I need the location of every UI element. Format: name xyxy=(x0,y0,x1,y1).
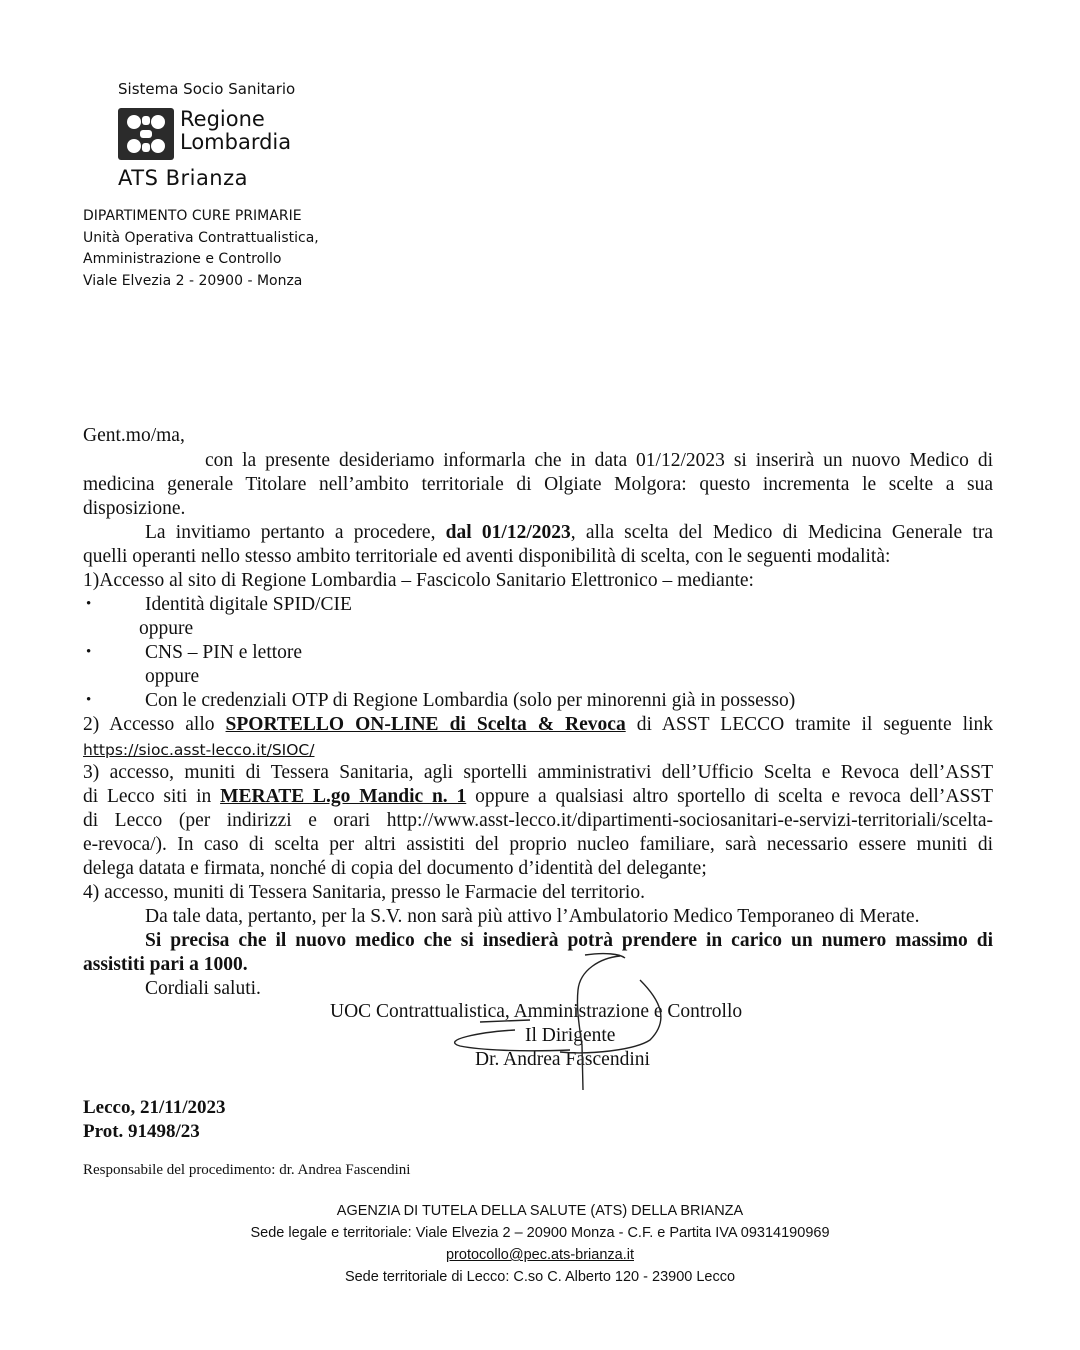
text: di ASST LECCO tramite il seguente link xyxy=(636,714,994,735)
bullet-icon: • xyxy=(86,644,92,660)
signature-name: Dr. Andrea Fascendini xyxy=(475,1049,650,1070)
list-item: 3) accesso, muniti di Tessera Sanitaria, agli sportelli amministrativi dell’Ufficio Scelta e Revoca dell’ASST xyxy=(83,762,993,783)
bullet-item: Con le credenziali OTP di Regione Lombardia (solo per minorenni già in possesso) xyxy=(145,690,796,711)
responsible-person: Responsabile del procedimento: dr. Andrea Fascendini xyxy=(83,1162,411,1178)
closing: Cordiali saluti. xyxy=(145,978,261,999)
paragraph-line: con la presente desideriamo informarla che in data 01/12/2023 si inserirà un nuovo Medico di xyxy=(205,450,993,471)
region-name-line2: Lombardia xyxy=(180,130,292,154)
paragraph-line: disposizione. xyxy=(83,498,186,519)
date-bold: dal 01/12/2023 xyxy=(445,522,571,543)
footer-lecco-office: Sede territoriale di Lecco: C.so C. Alberto 120 - 23900 Lecco xyxy=(344,1269,736,1285)
notice-bold: Si precisa che il nuovo medico che si insedierà potrà prendere in carico un numero massimo di xyxy=(145,930,993,951)
dept-line: Unità Operativa Contrattualistica, xyxy=(83,229,319,246)
notice-bold: assistiti pari a 1000. xyxy=(83,954,248,975)
bullet-item: CNS – PIN e lettore xyxy=(145,642,303,663)
salutation: Gent.mo/ma, xyxy=(83,425,185,446)
paragraph-line: quelli operanti nello stesso ambito territoriale ed aventi disponibilità di scelta, con le seguenti modalità: xyxy=(83,546,891,567)
region-name-line1: Regione xyxy=(180,107,265,131)
merate-text: MERATE L.go Mandic n. 1 xyxy=(220,786,467,807)
list-item: delega datata e firmata, nonché di copia del documento d’identità del delegante; xyxy=(83,858,707,879)
paragraph-line: medicina generale Titolare nell’ambito territoriale di Olgiate Molgora: questo incrementa le scelte a sua xyxy=(83,474,993,495)
ats-name: ATS Brianza xyxy=(118,166,249,190)
list-item xyxy=(83,713,993,737)
department-block xyxy=(83,206,319,292)
paragraph-line xyxy=(83,953,248,977)
regione-lombardia-logo-icon xyxy=(118,108,174,160)
signature-office: UOC Contrattualistica, Amministrazione e Controllo xyxy=(330,1001,743,1022)
list-item: 4) accesso, muniti di Tessera Sanitaria, presso le Farmacie del territorio. xyxy=(83,882,645,903)
list-item xyxy=(83,785,993,809)
list-item: e-revoca/). In caso di scelta per altri assistiti del proprio nucleo familiare, sarà necessario essere muniti di xyxy=(83,834,993,855)
sioc-link-text[interactable]: https://sioc.asst-lecco.it/SIOC/ xyxy=(83,741,315,759)
text: oppure a qualsiasi altro sportello di scelta e revoca dell’ASST xyxy=(475,786,994,807)
dept-line: Viale Elvezia 2 - 20900 - Monza xyxy=(83,272,303,289)
region-name xyxy=(180,108,291,154)
sioc-link[interactable] xyxy=(83,738,314,762)
place-date xyxy=(83,1096,225,1120)
text: 2) Accesso allo xyxy=(83,714,215,735)
sportello-bold xyxy=(226,714,626,735)
list-item: 1)Accesso al sito di Regione Lombardia – Fascicolo Sanitario Elettronico – mediante: xyxy=(83,570,754,591)
signature-role: Il Dirigente xyxy=(525,1025,616,1046)
handwritten-signature-icon xyxy=(420,950,720,1100)
bullet-icon: • xyxy=(86,692,92,708)
text: La invitiamo pertanto a procedere, xyxy=(145,522,436,543)
protocol-text: Prot. 91498/23 xyxy=(83,1121,200,1142)
footer-address: Sede legale e territoriale: Viale Elvezia 2 – 20900 Monza - C.F. e Partita IVA 09314190969 xyxy=(250,1225,830,1241)
oppure-text: oppure xyxy=(139,618,194,639)
text: , alla scelta del Medico di Medicina Generale tra xyxy=(570,522,993,543)
paragraph-line xyxy=(145,521,993,545)
footer-email-link[interactable] xyxy=(0,1244,1080,1266)
bullet-icon: • xyxy=(86,596,92,612)
dept-line: DIPARTIMENTO CURE PRIMARIE xyxy=(83,208,302,224)
bullet-item: Identità digitale SPID/CIE xyxy=(145,594,352,615)
footer-email-text[interactable]: protocollo@pec.ats-brianza.it xyxy=(445,1247,634,1263)
oppure-text: oppure xyxy=(145,666,200,687)
text: di Lecco siti in xyxy=(83,786,212,807)
merate-bold xyxy=(220,786,466,807)
system-label: Sistema Socio Sanitario xyxy=(118,80,296,98)
protocol-number xyxy=(83,1120,200,1144)
footer-agency: AGENZIA DI TUTELA DELLA SALUTE (ATS) DELLA BRIANZA xyxy=(336,1203,744,1219)
sportello-text: SPORTELLO ON-LINE di Scelta & Revoca xyxy=(225,714,626,735)
place-date-text: Lecco, 21/11/2023 xyxy=(83,1097,226,1118)
dept-line: Amministrazione e Controllo xyxy=(83,251,282,267)
list-item: di Lecco (per indirizzi e orari http://www.asst-lecco.it/dipartimenti-sociosanitari-e-servizi-territoriali/scelta- xyxy=(83,810,993,831)
paragraph-line: Da tale data, pertanto, per la S.V. non sarà più attivo l’Ambulatorio Medico Temporaneo di Merate. xyxy=(145,906,920,927)
